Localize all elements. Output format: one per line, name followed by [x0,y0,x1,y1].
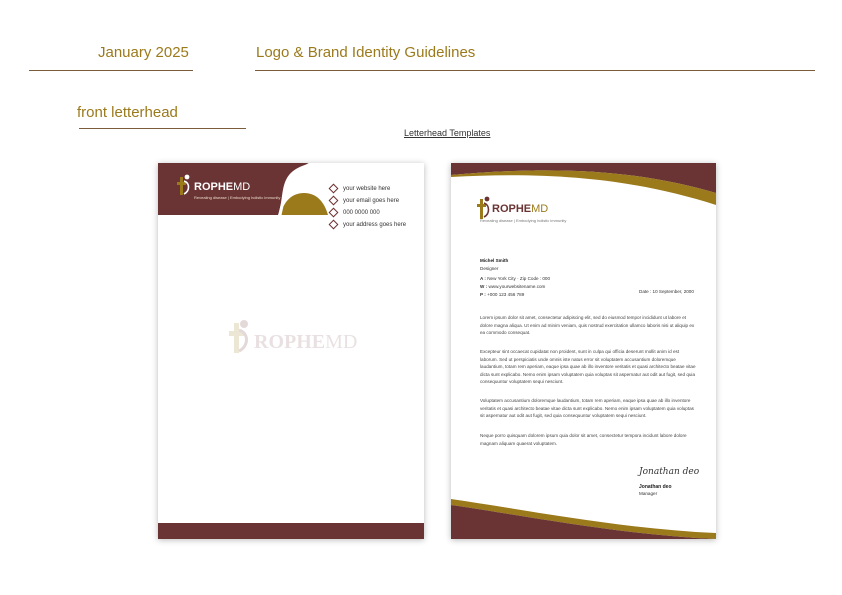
signer-role: Manager [639,491,658,496]
letter-paragraph-1: Lorem ipsum dolor sit amet, consectetur adipiscing elit, sed do eiusmod tempor incididunt ut labore et dolore magna aliqua. Ut enim ad minim veniam, quis nostrud exercitation ullamco laboris nisi ut aliquip ex ea commodo consequat. [480,315,695,336]
sender-name: Michel Smith [480,258,509,263]
letterhead-front-left [158,163,424,539]
section-label: front letterhead [77,104,178,121]
left-logo-tagline: Revealing disease | Embodying holistic immunity [194,195,281,200]
right-logo-mark [477,197,489,219]
sender-address: A : New York City · Zip Code : 000 [480,276,551,281]
signer-name: Jonathan deo [639,484,672,490]
watermark-wordmark: ROPHEMD [254,331,358,353]
contact-website: your website here [330,185,390,192]
email-icon [329,196,339,206]
watermark-logo-mark [229,320,248,353]
sender-phone: P : +000 123 456 789 [480,292,525,297]
header-divider-left [29,70,193,71]
phone-icon [329,208,339,218]
left-header-gold-arc [280,193,328,215]
letter-date: Date : 10 September, 2000 [639,289,694,294]
right-logo-tagline: Revealing disease | Embodying holistic immunity [480,218,567,223]
letter-paragraph-3: Voluptatem accusantium doloremque laudantium, totam rem aperiam, eaque ipsa quae ab illo inventore veritatis et quasi architecto beatae vitae dicta sunt explicabo. Nemo enim ipsam voluptatem quia voluptas sit aspernatur aut odit aut fugit, sed quia consequuntur voluptatem sequi nesciunt. [480,398,694,419]
contact-email: your email goes here [330,197,399,204]
templates-caption: Letterhead Templates [404,128,491,138]
left-logo-wordmark: ROPHEMD [194,181,251,193]
header-divider-right [255,70,815,71]
header-title: Logo & Brand Identity Guidelines [256,44,476,61]
letterhead-front-right [451,163,716,539]
letter-paragraph-4: Neque porro quisquam dolorem ipsum quia dolor sit amet, consectetur tempora incidunt labore dolore magnam aliquam quaerat voluptatem. [480,433,687,446]
left-footer-band [158,523,424,539]
section-divider [79,128,246,129]
contact-phone: 000 0000 000 [330,209,380,216]
sender-role: Designer [480,266,499,271]
sender-website: W : www.yourwebsitename.com [480,284,546,289]
right-logo-wordmark: ROPHEMD [492,203,549,215]
header-date: January 2025 [98,44,189,61]
signature: Jonathan deo [639,467,700,477]
location-icon [329,220,339,230]
contact-address: your address goes here [330,221,406,228]
letter-paragraph-2: Excepteur sint occaecat cupidatat non proident, sunt in culpa qui officia deserunt mollit anim id est laborum. Sed ut perspiciatis unde omnis iste natus error sit voluptatem accusantium doloremque laudantium, totam rem aperiam, eaque ipsa quae ab illo inventore veritatis et quasi architecto beatae vitae dicta sunt explicabo. Nemo enim ipsam voluptatem quia voluptas sit aspernatur aut odit aut fugit, sed quia consequuntur voluptatem sequi nesciunt. [480,349,696,385]
web-icon [329,184,339,194]
